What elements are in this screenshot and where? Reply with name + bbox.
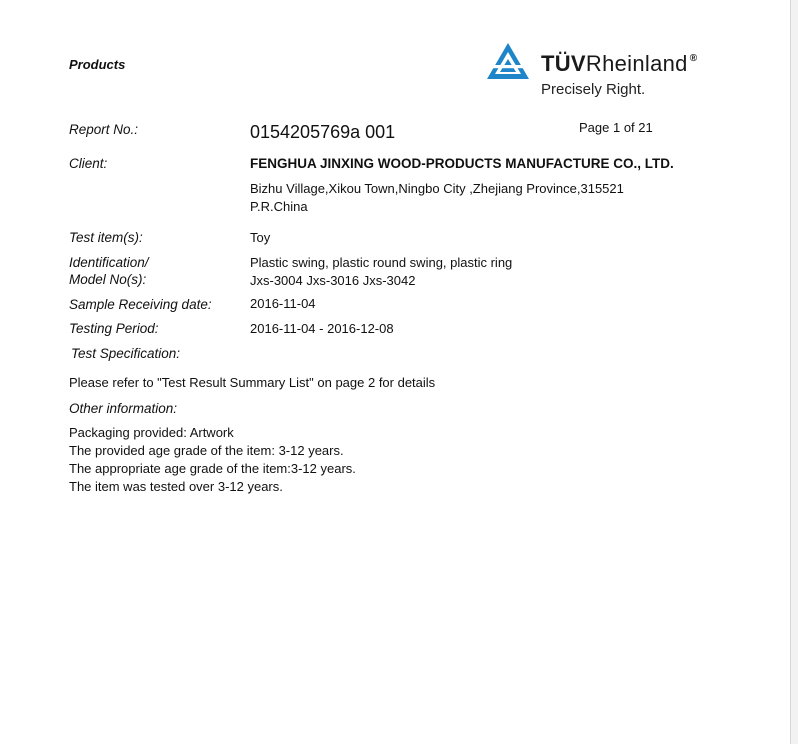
brand-logo-text [541, 51, 697, 77]
brand-tagline: Precisely Right. [541, 81, 646, 98]
other-information-line: The appropriate age grade of the item:3-12 years. [69, 461, 356, 476]
test-item-label: Test item(s): [69, 230, 143, 245]
sample-receiving-label: Sample Receiving date: [69, 297, 212, 312]
test-item-value: Toy [250, 230, 271, 245]
identification-value: Plastic swing, plastic round swing, plastic ring [250, 255, 513, 270]
other-information-label: Other information: [69, 401, 178, 416]
client-address-line1: Bizhu Village,Xikou Town,Ningbo City ,Zhejiang Province,315521 [250, 181, 624, 196]
other-information-line: Packaging provided: Artwork [69, 425, 234, 440]
section-title: Products [69, 57, 126, 72]
client-address-line2: P.R.China [250, 199, 308, 214]
report-number: 0154205769a 001 [250, 122, 396, 142]
other-information-line: The item was tested over 3-12 years. [69, 479, 283, 494]
sample-receiving-value: 2016-11-04 [250, 296, 316, 311]
report-no-label: Report No.: [69, 122, 139, 137]
registered-mark: ® [689, 53, 698, 64]
testing-period-label: Testing Period: [69, 321, 159, 336]
testing-period-value: 2016-11-04 - 2016-12-08 [250, 321, 394, 336]
test-specification-text: Please refer to "Test Result Summary List" on page 2 for details [69, 375, 436, 390]
client-label: Client: [69, 156, 108, 171]
model-no-value: Jxs-3004 Jxs-3016 Jxs-3042 [250, 273, 416, 288]
other-information-line: The provided age grade of the item: 3-12 years. [69, 443, 344, 458]
model-no-label: Model No(s): [69, 272, 147, 287]
brand-rheinland: Rheinland [585, 51, 688, 76]
tuv-triangle-logo-icon [485, 41, 531, 81]
test-specification-label: Test Specification: [71, 346, 181, 361]
identification-label: Identification/ [69, 255, 149, 270]
brand-tuv: TÜV [541, 51, 586, 76]
other-information-lines [69, 424, 356, 496]
client-name: FENGHUA JINXING WOOD-PRODUCTS MANUFACTURE CO., LTD. [250, 156, 674, 171]
page-indicator: Page 1 of 21 [579, 120, 653, 135]
